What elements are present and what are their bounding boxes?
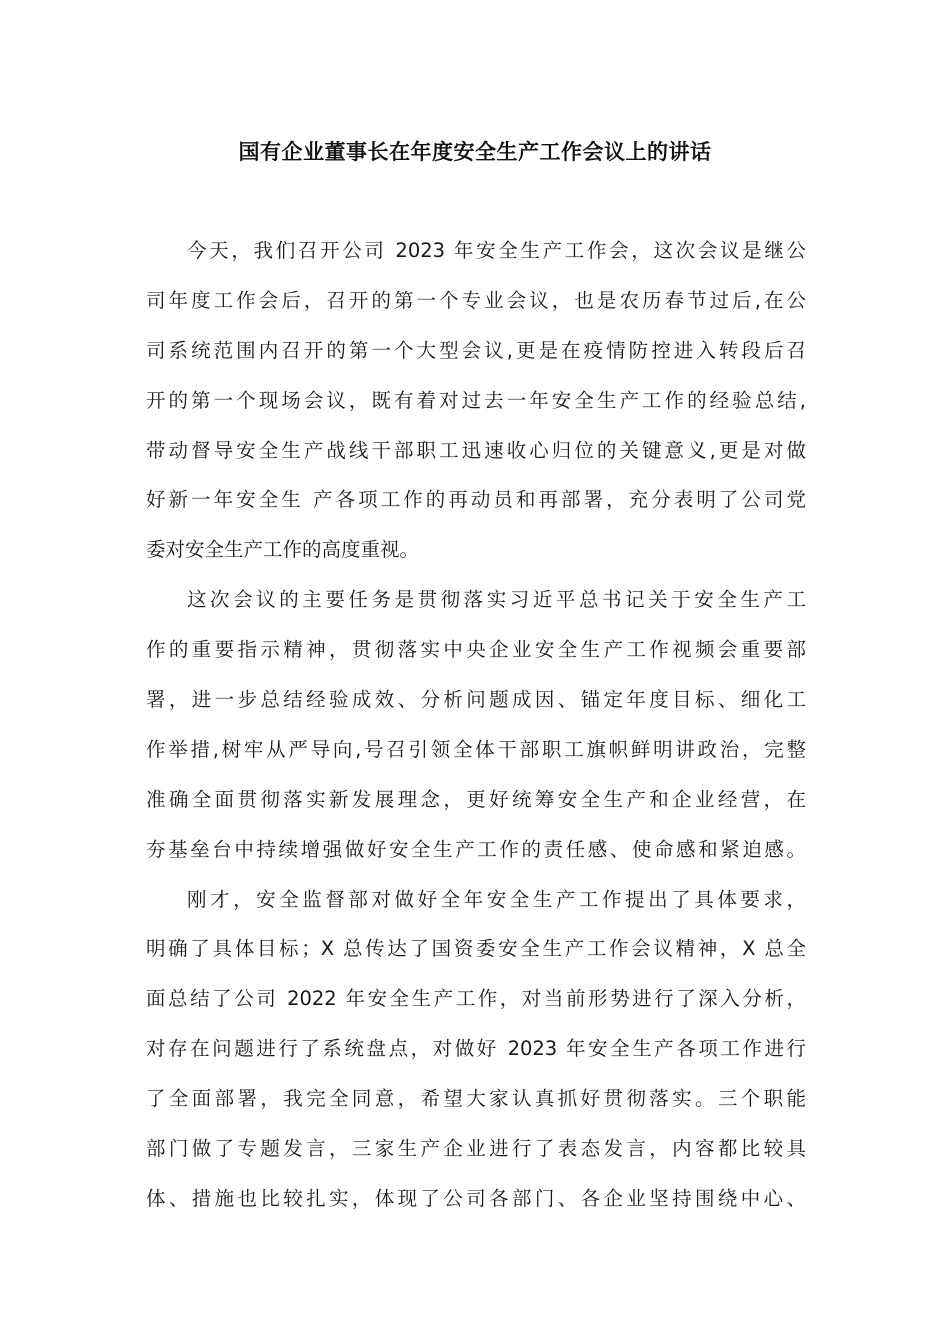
text-line: 委对安全生产工作的高度重视。 bbox=[146, 538, 420, 562]
text-line: 部门做了专题发言，三家生产企业进行了表态发言，内容都比较具 bbox=[146, 1137, 806, 1161]
paragraph-2 bbox=[146, 580, 806, 879]
text-line: 好新一年安全生 产各项工作的再动员和再部署，充分表明了公司党 bbox=[146, 488, 806, 512]
text-line: 明确了具体目标；X 总传达了国资委安全生产工作会议精神，X 总全 bbox=[146, 937, 806, 961]
text-line: 夯基垒台中持续增强做好安全生产工作的责任感、使命感和紧迫感。 bbox=[146, 837, 806, 861]
text-line: 作的重要指示精神，贯彻落实中央企业安全生产工作视频会重要部 bbox=[146, 638, 806, 662]
text-line: 对存在问题进行了系统盘点，对做好 2023 年安全生产各项工作进行 bbox=[146, 1037, 806, 1061]
text-line: 这次会议的主要任务是贯彻落实习近平总书记关于安全生产工 bbox=[187, 588, 806, 612]
text-line: 了全面部署，我完全同意，希望大家认真抓好贯彻落实。三个职能 bbox=[146, 1087, 806, 1111]
text-line: 司年度工作会后，召开的第一个专业会议，也是农历春节过后,在公 bbox=[146, 288, 806, 312]
document-title: 国有企业董事长在年度安全生产工作会议上的讲话 bbox=[238, 139, 712, 164]
document-body bbox=[146, 231, 806, 1229]
text-line: 开的第一个现场会议，既有着对过去一年安全生产工作的经验总结, bbox=[146, 388, 806, 412]
paragraph-3 bbox=[146, 880, 806, 1229]
text-line: 面总结了公司 2022 年安全生产工作，对当前形势进行了深入分析， bbox=[146, 987, 806, 1011]
text-line: 带动督导安全生产战线干部职工迅速收心归位的关键意义,更是对做 bbox=[146, 438, 806, 462]
text-line: 刚才，安全监督部对做好全年安全生产工作提出了具体要求， bbox=[187, 887, 806, 911]
text-line: 署，进一步总结经验成效、分析问题成因、锚定年度目标、细化工 bbox=[146, 688, 806, 712]
text-line: 作举措,树牢从严导向,号召引领全体干部职工旗帜鲜明讲政治，完整 bbox=[146, 737, 806, 761]
text-line: 准确全面贯彻落实新发展理念，更好统筹安全生产和企业经营，在 bbox=[146, 787, 806, 811]
text-line: 体、措施也比较扎实，体现了公司各部门、各企业坚持围绕中心、 bbox=[146, 1186, 806, 1210]
text-line: 今天，我们召开公司 2023 年安全生产工作会，这次会议是继公 bbox=[187, 239, 806, 262]
text-line: 司系统范围内召开的第一个大型会议,更是在疫情防控进入转段后召 bbox=[146, 338, 806, 362]
paragraph-1 bbox=[146, 231, 806, 580]
